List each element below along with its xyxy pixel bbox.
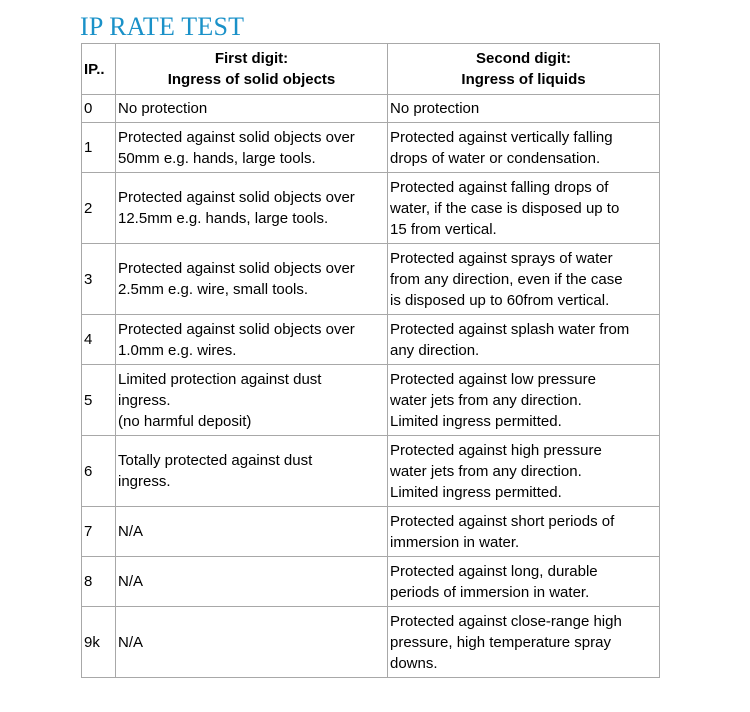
header-second-digit	[388, 44, 660, 95]
first-digit-cell: Protected against solid objects over 50mm e.g. hands, large tools.	[116, 123, 388, 173]
second-digit-cell: Protected against splash water from any direction.	[388, 315, 660, 365]
page-title: IP RATE TEST	[80, 12, 245, 41]
ip-code-cell: 6	[82, 436, 116, 507]
second-digit-cell: Protected against short periods of immersion in water.	[388, 507, 660, 557]
first-digit-cell: N/A	[116, 507, 388, 557]
second-digit-cell: Protected against vertically falling drops of water or condensation.	[388, 123, 660, 173]
header-ip: IP..	[82, 44, 116, 95]
first-digit-cell: Totally protected against dust ingress.	[116, 436, 388, 507]
second-digit-cell: Protected against close-range high pressure, high temperature spray downs.	[388, 607, 660, 678]
ip-code-cell: 8	[82, 557, 116, 607]
second-digit-cell: Protected against long, durable periods of immersion in water.	[388, 557, 660, 607]
header-first-digit	[116, 44, 388, 95]
first-digit-cell: Limited protection against dust ingress. (no harmful deposit)	[116, 365, 388, 436]
second-digit-cell: Protected against falling drops of water, if the case is disposed up to 15 from vertical.	[388, 173, 660, 244]
ip-code-cell: 3	[82, 244, 116, 315]
first-digit-cell: N/A	[116, 607, 388, 678]
table-row	[82, 557, 660, 607]
table-row	[82, 365, 660, 436]
table-row	[82, 436, 660, 507]
ip-code-cell: 2	[82, 173, 116, 244]
ip-code-cell: 1	[82, 123, 116, 173]
table-row	[82, 315, 660, 365]
table-row	[82, 123, 660, 173]
ip-code-cell: 5	[82, 365, 116, 436]
table-row	[82, 244, 660, 315]
first-digit-cell: No protection	[116, 95, 388, 123]
ip-code-cell: 4	[82, 315, 116, 365]
ip-code-cell: 7	[82, 507, 116, 557]
first-digit-cell: Protected against solid objects over 12.5mm e.g. hands, large tools.	[116, 173, 388, 244]
first-digit-cell: Protected against solid objects over 2.5mm e.g. wire, small tools.	[116, 244, 388, 315]
header-first-digit-line1: First digit:	[214, 50, 289, 67]
table-row	[82, 95, 660, 123]
header-second-digit-line1: Second digit:	[476, 50, 571, 67]
second-digit-cell: No protection	[388, 95, 660, 123]
second-digit-cell: Protected against low pressure water jets from any direction. Limited ingress permitted.	[388, 365, 660, 436]
ip-code-cell: 0	[82, 95, 116, 123]
table-header-row	[82, 44, 660, 95]
second-digit-cell: Protected against sprays of water from any direction, even if the case is disposed up to 60from vertical.	[388, 244, 660, 315]
header-second-digit-line2: Ingress of liquids	[461, 71, 586, 88]
second-digit-cell: Protected against high pressure water jets from any direction. Limited ingress permitted.	[388, 436, 660, 507]
header-first-digit-line2: Ingress of solid objects	[167, 71, 336, 88]
table-row	[82, 173, 660, 244]
ip-rating-table	[81, 43, 660, 678]
ip-code-cell: 9k	[82, 607, 116, 678]
first-digit-cell: N/A	[116, 557, 388, 607]
table-row	[82, 507, 660, 557]
table-row	[82, 607, 660, 678]
first-digit-cell: Protected against solid objects over 1.0mm e.g. wires.	[116, 315, 388, 365]
